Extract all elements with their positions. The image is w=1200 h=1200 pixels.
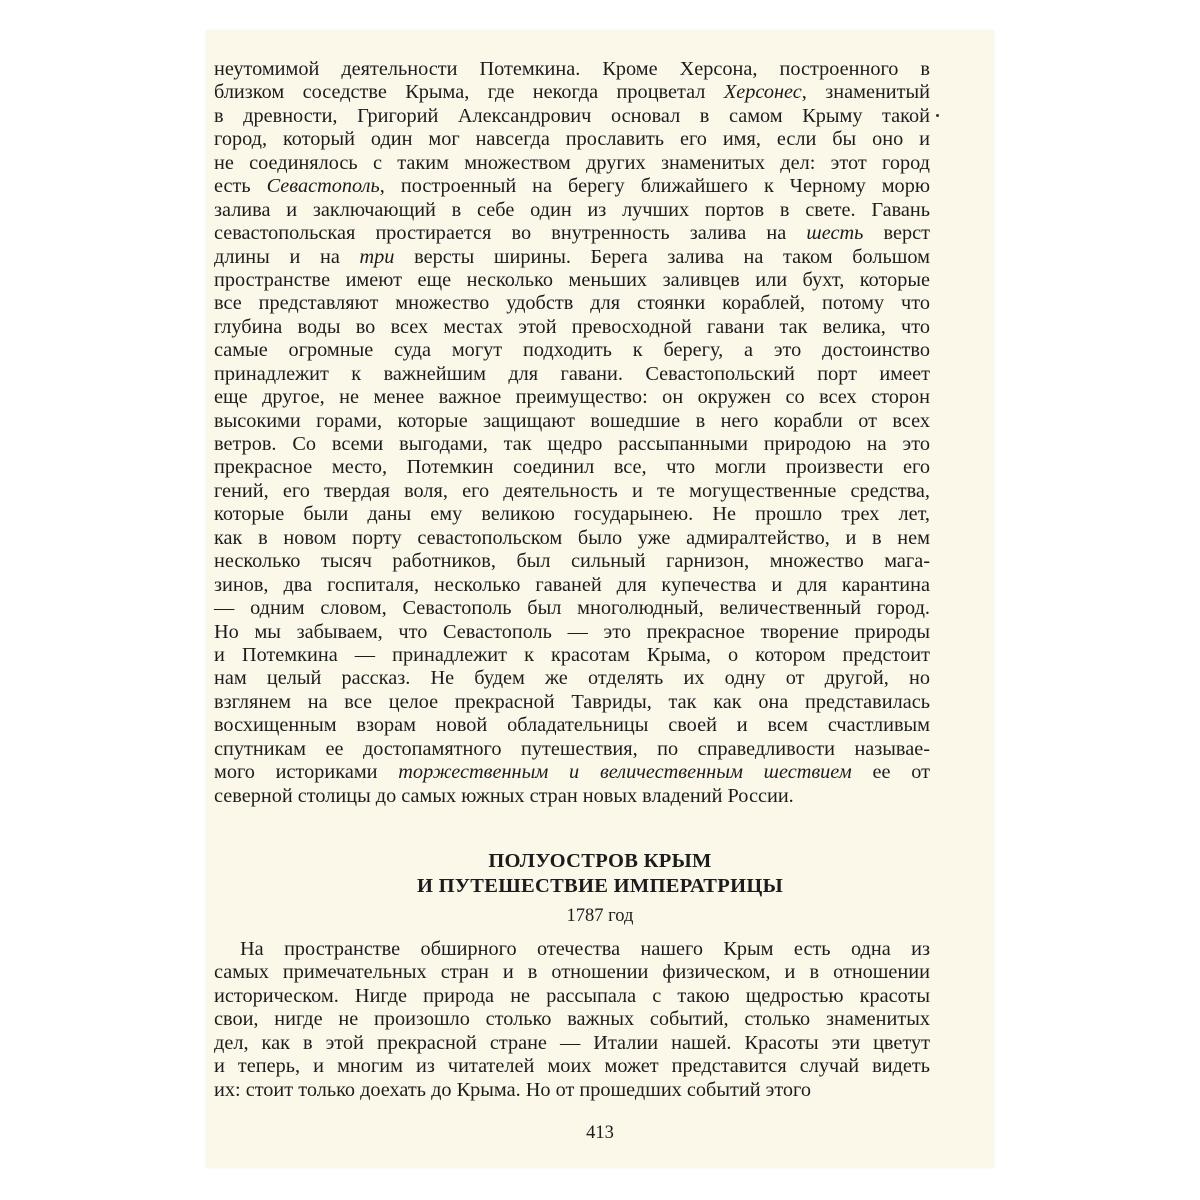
text-segment: восхищенным взорам новой обладательницы своей и всем счастливым: [214, 714, 930, 737]
text-line: [214, 386, 930, 409]
text-segment: историческом. Нигде природа не рассыпала с такою щедростью красоты: [214, 984, 930, 1007]
text-segment: все представляют множество удобств для стоянки кораблей, потому что: [214, 292, 930, 315]
italic-text: Севастополь: [266, 175, 380, 198]
text-line: [214, 985, 930, 1008]
text-segment: неутомимой деятельности Потемкина. Кроме Херсона, построенного в: [214, 58, 930, 80]
text-segment: которые были даны ему великою государынею. Не прошло трех лет,: [214, 503, 930, 526]
text-line: [214, 597, 930, 620]
text-line: [214, 738, 930, 761]
text-line: [214, 269, 930, 292]
text-line: [214, 292, 930, 315]
text-segment: северной столицы до самых южных стран новых владений России.: [214, 784, 794, 807]
text-line: [214, 961, 930, 984]
text-segment: , построенный на берегу ближайшего к Черному морю: [379, 175, 930, 198]
text-line: [214, 246, 930, 269]
text-line: [214, 128, 930, 151]
text-line: [214, 503, 930, 526]
text-segment: — одним словом, Севастополь был многолюдный, величественный город.: [214, 597, 930, 620]
text-line: [214, 1079, 930, 1102]
section-heading-line-2: И ПУТЕШЕСТВИЕ ИМПЕРАТРИЦЫ: [416, 875, 784, 897]
text-line: [214, 433, 930, 456]
text-segment: город, который один мог навсегда прославить его имя, если бы оно и: [214, 128, 930, 151]
text-segment: пространстве имеют еще несколько меньших заливцев или бухт, которые: [214, 268, 930, 291]
text-segment: Но мы забываем, что Севастополь — это прекрасное творение природы: [214, 620, 930, 643]
text-segment: не соединялось с таким множеством других знаменитых дел: этот город: [214, 151, 930, 174]
text-segment: гений, его твердая воля, его деятельность и те могущественные средства,: [214, 479, 930, 502]
book-page: [206, 30, 994, 1168]
text-segment: как в новом порту севастопольском было уже адмиралтейство, и в нем: [214, 526, 930, 549]
text-segment: принадлежит к важнейшим для гавани. Севастопольский порт имеет: [214, 362, 930, 385]
text-segment: ее от: [851, 761, 930, 784]
text-segment: самые огромные суда могут подходить к берегу, а это достоинство: [214, 339, 930, 362]
text-line: [214, 1055, 930, 1078]
text-line: [214, 644, 930, 667]
text-segment: ветров. Со всеми выгодами, так щедро рассыпанными природою на это: [214, 433, 930, 455]
text-segment: есть: [214, 175, 267, 198]
text-segment: еще другое, не менее важное преимущество: он окружен со всех сторон: [214, 386, 930, 409]
text-segment: прекрасное место, Потемкин соединил все, что могли произвести его: [214, 456, 930, 479]
text-segment: самых примечательных стран и в отношении физическом, и в отношении: [214, 961, 930, 984]
text-segment: севастопольская простирается во внутренность залива на: [214, 222, 807, 245]
page-number: 413: [586, 1123, 614, 1143]
text-segment: высокими горами, которые защищают вошедшие в него корабли от всех: [214, 409, 930, 432]
text-line: [214, 199, 930, 222]
text-line: [214, 1032, 930, 1055]
text-segment: в древности, Григорий Александрович основал в самом Крыму такой: [214, 104, 930, 127]
section-year: 1787 год: [566, 906, 634, 926]
text-segment: их: стоит только доехать до Крыма. Но от прошедших событий этого: [214, 1078, 812, 1101]
text-line: [214, 574, 930, 597]
text-segment: несколько тысяч работников, был сильный гарнизон, множество мага-: [214, 550, 930, 573]
text-segment: и Потемкина — принадлежит к красотам Крыма, о котором предстоит: [214, 643, 930, 666]
text-line: [214, 58, 930, 81]
text-segment: глубина воды во всех местах этой превосходной гавани так велика, что: [214, 315, 930, 338]
text-segment: длины и на: [214, 245, 360, 268]
italic-text: шесть: [806, 222, 864, 245]
italic-text: три: [359, 245, 395, 268]
text-line: [214, 480, 930, 503]
text-segment: спутникам ее достопамятного путешествия, по справедливости называе-: [214, 737, 930, 760]
text-segment: и теперь, и многим из читателей моих может представится случай видеть: [214, 1055, 930, 1078]
text-segment: зинов, два госпиталя, несколько гаваней для купечества и для карантина: [214, 573, 930, 596]
text-line: [214, 456, 930, 479]
italic-text: Херсонес: [723, 81, 802, 104]
text-segment: На пространстве обширного отечества нашего Крым есть одна из: [240, 938, 930, 960]
text-segment: свои, нигде не произошло столько важных событий, столько знаменитых: [214, 1008, 930, 1031]
text-line: [214, 152, 930, 175]
text-line: [214, 316, 930, 339]
text-line: [214, 81, 930, 104]
text-segment: нам целый рассказ. Не будем же отделять их одну от другой, но: [214, 667, 930, 690]
text-segment: верст: [863, 222, 930, 245]
text-line: [214, 550, 930, 573]
section-heading-line-1: ПОЛУОСТРОВ КРЫМ: [488, 850, 712, 872]
text-line: [214, 363, 930, 386]
text-line: [214, 938, 930, 961]
italic-text: торжественным и величественным шествием: [398, 761, 852, 784]
text-line: [214, 621, 930, 644]
text-line: [214, 339, 930, 362]
text-line: [214, 175, 930, 198]
text-segment: взглянем на все целое прекрасной Тавриды, так как она представилась: [214, 690, 930, 713]
text-segment: дел, как в этой прекрасной стране — Италии нашей. Красоты эти цветут: [214, 1031, 930, 1054]
ink-speck: [936, 114, 939, 117]
paragraph-bottom: [214, 938, 930, 1102]
text-line: [214, 527, 930, 550]
text-line: [214, 222, 930, 245]
text-line: [214, 714, 930, 737]
text-segment: мого историками: [214, 761, 399, 784]
text-segment: близком соседстве Крыма, где некогда процветал: [214, 81, 724, 104]
text-line: [214, 410, 930, 433]
text-line: [214, 761, 930, 784]
text-line: [214, 691, 930, 714]
text-segment: залива и заключающий в себе один из лучших портов в свете. Гавань: [214, 198, 930, 221]
text-line: [214, 667, 930, 690]
text-segment: версты ширины. Берега залива на таком большом: [394, 245, 930, 268]
text-line: [214, 785, 930, 808]
text-segment: , знаменитый: [801, 81, 930, 104]
text-line: [214, 1008, 930, 1031]
paragraph-top: [214, 58, 930, 808]
text-line: [214, 105, 930, 128]
